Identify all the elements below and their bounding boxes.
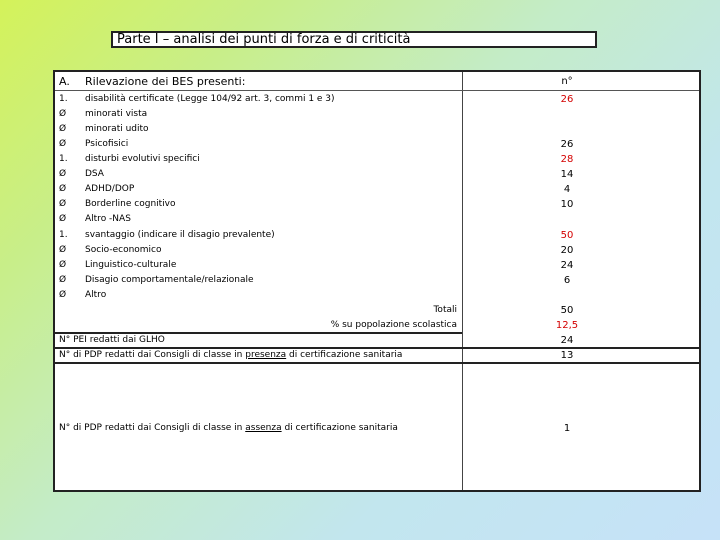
row-label: Disagio comportamentale/relazionale [85,275,254,285]
pdp-assenza-value: 1 [563,423,571,434]
row-mark: Ø [59,184,67,194]
percent-value: 12,5 [555,320,579,331]
row-mark: 1. [59,154,68,164]
row-label: ADHD/DOP [85,184,135,194]
pdp-presenza-label: N° di PDP redatti dai Consigli di classe in presenza di certificazione sanitaria [59,350,403,360]
row-mark: Ø [59,214,67,224]
table-row [55,137,699,152]
pei-label: N° PEI redatti dai GLHO [59,335,165,345]
row-value: 14 [560,169,574,180]
row-mark: 1. [59,94,68,104]
row-mark: Ø [59,109,67,119]
table-row [55,182,699,197]
row-label: Psicofisici [85,139,129,149]
row-label: Borderline cognitivo [85,199,176,209]
row-mark: Ø [59,199,67,209]
row-value: 28 [560,154,574,165]
row-label: disabilità certificate (Legge 104/92 art. 3, commi 1 e 3) [85,94,335,104]
header-label: Rilevazione dei BES presenti: [85,75,246,88]
row-mark: 1. [59,230,68,240]
table-row [55,122,699,137]
totals-label: Totali [433,305,457,315]
table-row [55,243,699,258]
pdp-assenza-row [55,421,699,436]
table-row [55,197,699,212]
row-label: svantaggio (indicare il disagio prevalente) [85,230,275,240]
table-row [55,258,699,273]
percent-label: % su popolazione scolastica [330,320,457,330]
pei-value: 24 [560,335,574,346]
header-mark: A. [59,75,70,88]
row-label: minorati udito [85,124,149,134]
row-mark: Ø [59,124,67,134]
row-label: Linguistico-culturale [85,260,177,270]
row-value: 26 [560,94,574,105]
pdp-presenza-row [55,348,699,363]
table-row [55,212,699,227]
row-label: Altro -NAS [85,214,131,224]
row-mark: Ø [59,245,67,255]
header-count-label: n° [561,76,573,87]
table-row [55,228,699,243]
table-row [55,273,699,288]
row-value: 20 [560,245,574,256]
table-row [55,288,699,303]
row-mark: Ø [59,139,67,149]
row-value: 4 [563,184,571,195]
table-header-row [55,74,699,89]
totals-row [55,303,699,318]
row-label: disturbi evolutivi specifici [85,154,200,164]
row-label: DSA [85,169,104,179]
header-divider [55,90,699,91]
row-mark: Ø [59,275,67,285]
bes-table [53,70,701,492]
row-mark: Ø [59,169,67,179]
row-value: 6 [563,275,571,286]
percent-row [55,318,699,333]
row-value: 24 [560,260,574,271]
pei-row [55,333,699,348]
row-mark: Ø [59,260,67,270]
pdp-presenza-value: 13 [560,350,574,361]
row-value: 50 [560,230,574,241]
table-row [55,152,699,167]
table-row [55,92,699,107]
pdp-divider [55,362,699,364]
row-label: Socio-economico [85,245,162,255]
pdp-assenza-label: N° di PDP redatti dai Consigli di classe in assenza di certificazione sanitaria [59,423,398,433]
row-value: 26 [560,139,574,150]
totals-value: 50 [560,305,574,316]
row-label: minorati vista [85,109,148,119]
row-mark: Ø [59,290,67,300]
row-label: Altro [85,290,107,300]
table-row [55,107,699,122]
row-value: 10 [560,199,574,210]
section-title: Parte I – analisi dei punti di forza e di criticità [111,31,597,48]
table-row [55,167,699,182]
